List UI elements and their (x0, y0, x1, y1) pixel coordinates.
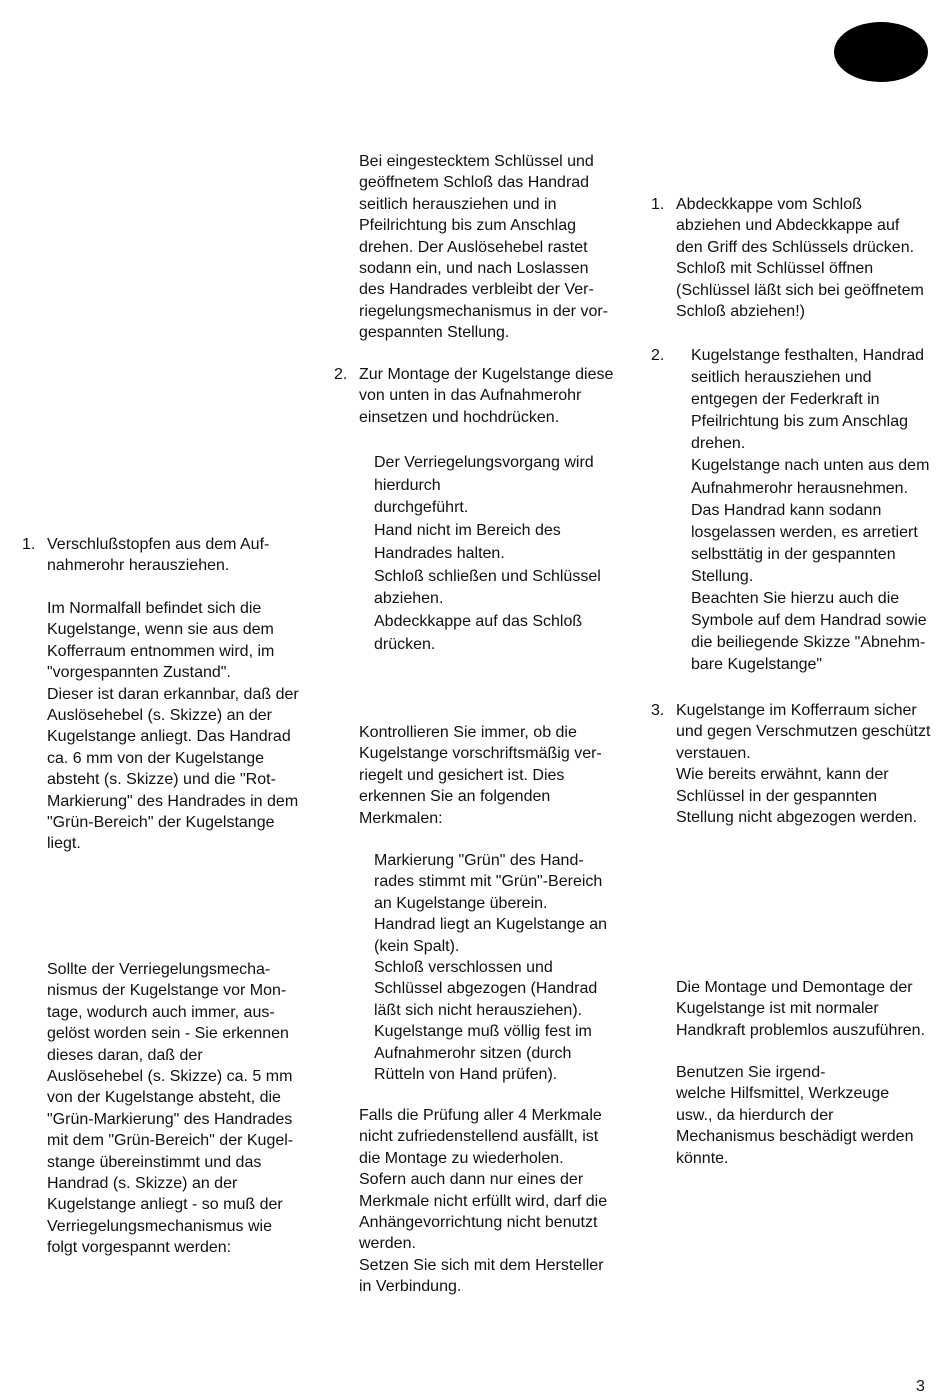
left-para-normalfall (47, 598, 299, 855)
middle-item2-text (359, 364, 613, 428)
text-line: Aufnahmerohr sitzen (durch (374, 1044, 572, 1062)
text-line: Abdeckkappe vom Schloß (676, 196, 862, 213)
text-line: riegelt und gesichert ist. Dies (359, 766, 565, 784)
text-line: Stellung nicht abgezogen werden. (676, 809, 918, 827)
text-line: Kofferraum entnommen wird, im (47, 642, 275, 660)
text-line: Handrad liegt an Kugelstange an (374, 916, 608, 934)
text-line: durchgeführt. (374, 499, 469, 517)
text-line: Kugelstange, wenn sie aus dem (47, 621, 274, 639)
text-line: welche Hilfsmittel, Werkzeuge (676, 1085, 890, 1103)
middle-para-kontrolle (359, 722, 602, 829)
text-line: hierdurch (374, 476, 441, 494)
text-line: losgelassen werden, es arretiert (691, 523, 918, 541)
text-line: Im Normalfall befindet sich die (47, 600, 262, 617)
text-line: könnte. (676, 1149, 729, 1167)
text-line: von der Kugelstange absteht, die (47, 1089, 281, 1107)
text-line: tage, wodurch auch immer, aus- (47, 1003, 275, 1021)
text-line: Schlüssel in der gespannten (676, 787, 878, 805)
text-line: Dieser ist daran erkannbar, daß der (47, 685, 299, 703)
middle-merkmale (374, 850, 607, 1085)
text-line: Anhängevorrichtung nicht benutzt (359, 1214, 598, 1232)
middle-para-pruefung (359, 1105, 607, 1298)
page-number: 3 (916, 1378, 925, 1395)
text-line: bare Kugelstange" (691, 656, 823, 674)
text-line: Kugelstange anliegt - so muß der (47, 1196, 283, 1214)
text-line: Benutzen Sie irgend- (676, 1064, 826, 1081)
text-line: Setzen Sie sich mit dem Hersteller (359, 1256, 604, 1274)
text-line: Kugelstange ist mit normaler (676, 1000, 879, 1018)
left-item1-number: 1. (22, 536, 36, 553)
text-line: gespannten Stellung. (359, 324, 510, 342)
right-para-montage (676, 977, 925, 1041)
text-line: nicht zufriedenstellend ausfällt, ist (359, 1128, 599, 1146)
text-line: Merkmalen: (359, 809, 443, 827)
text-line: Kontrollieren Sie immer, ob die (359, 724, 577, 741)
text-line: abziehen. (374, 590, 444, 608)
text-line: Stellung. (691, 567, 754, 585)
middle-para-top (359, 151, 608, 344)
text-line: Kugelstange im Kofferraum sicher (676, 702, 917, 719)
text-line: mit dem "Grün-Bereich" der Kugel- (47, 1132, 294, 1150)
text-line: Sofern auch dann nur eines der (359, 1171, 584, 1189)
text-line: liegt. (47, 835, 81, 853)
text-line: nismus der Kugelstange vor Mon- (47, 982, 287, 1000)
text-line: riegelungsmechanismus in der vor- (359, 302, 608, 320)
text-line: Beachten Sie hierzu auch die (691, 590, 900, 608)
text-line: seitlich herausziehen und in (359, 195, 557, 213)
text-line: stange übereinstimmt und das (47, 1153, 262, 1171)
text-line: gelöst worden sein - Sie erkennen (47, 1025, 289, 1043)
black-oval-mark (834, 22, 928, 82)
text-line: nahmerohr herausziehen. (47, 557, 230, 575)
middle-sub-steps (374, 452, 601, 656)
text-line: Schloß mit Schlüssel öffnen (676, 260, 874, 278)
text-line: von unten in das Aufnahmerohr (359, 387, 582, 405)
text-line: geöffnetem Schloß das Handrad (359, 174, 590, 192)
text-line: des Handrades verbleibt der Ver- (359, 281, 594, 299)
text-line: Mechanismus beschädigt werden (676, 1128, 914, 1146)
text-line: und gegen Verschmutzen geschützt (676, 723, 931, 741)
text-line: einsetzen und hochdrücken. (359, 408, 560, 426)
right-item3-text (676, 700, 930, 828)
text-line: werden. (359, 1235, 416, 1253)
text-line: Kugelstange nach unten aus dem (691, 457, 930, 475)
text-line: Pfeilrichtung bis zum Anschlag (359, 217, 576, 235)
text-line: Kugelstange festhalten, Handrad (691, 347, 925, 364)
text-line: Schloß verschlossen und (374, 959, 553, 977)
text-line: die Montage zu wiederholen. (359, 1149, 564, 1167)
text-line: drücken. (374, 635, 436, 653)
text-line: Schloß abziehen!) (676, 303, 805, 321)
right-item2-text (691, 345, 929, 676)
text-line: Merkmale nicht erfüllt wird, darf die (359, 1192, 608, 1210)
text-line: an Kugelstange überein. (374, 894, 548, 912)
text-line: läßt sich nicht herausziehen). (374, 1001, 583, 1019)
text-line: dieses daran, daß der (47, 1046, 203, 1064)
text-line: Hand nicht im Bereich des (374, 522, 561, 540)
text-line: Der Verriegelungsvorgang wird (374, 454, 594, 471)
right-item1-number: 1. (651, 196, 665, 213)
text-line: Auslösehebel (s. Skizze) ca. 5 mm (47, 1068, 293, 1086)
text-line: Verschlußstopfen aus dem Auf- (47, 536, 270, 553)
text-line: Schloß schließen und Schlüssel (374, 567, 601, 585)
text-line: absteht (s. Skizze) und die "Rot- (47, 771, 276, 789)
text-line: Zur Montage der Kugelstange diese (359, 366, 614, 383)
text-line: Abdeckkappe auf das Schloß (374, 612, 583, 630)
text-line: entgegen der Federkraft in (691, 391, 880, 409)
left-item1-text (47, 534, 269, 577)
text-line: Handrades halten. (374, 544, 505, 562)
text-line: folgt vorgespannt werden: (47, 1239, 232, 1257)
text-line: drehen. (691, 435, 746, 453)
text-line: seitlich herausziehen und (691, 369, 872, 387)
text-line: in Verbindung. (359, 1278, 462, 1296)
text-line: drehen. Der Auslösehebel rastet (359, 238, 588, 256)
text-line: sodann ein, und nach Loslassen (359, 260, 589, 278)
text-line: Bei eingestecktem Schlüssel und (359, 153, 594, 170)
text-line: (Schlüssel läßt sich bei geöffnetem (676, 281, 924, 299)
text-line: Das Handrad kann sodann (691, 501, 882, 519)
text-line: Symbole auf dem Handrad sowie (691, 612, 927, 630)
text-line: "Grün-Markierung" des Handrades (47, 1110, 293, 1128)
right-item2-number: 2. (651, 347, 665, 364)
text-line: Die Montage und Demontage der (676, 979, 913, 996)
text-line: Handrad (s. Skizze) an der (47, 1175, 238, 1193)
text-line: "vorgespannten Zustand". (47, 664, 231, 682)
text-line: Aufnahmerohr herausnehmen. (691, 479, 909, 497)
text-line: Wie bereits erwähnt, kann der (676, 766, 889, 784)
text-line: (kein Spalt). (374, 937, 460, 955)
text-line: Pfeilrichtung bis zum Anschlag (691, 413, 908, 431)
text-line: Handkraft problemlos auszuführen. (676, 1021, 926, 1039)
left-para-ausgeloest (47, 959, 293, 1259)
text-line: "Grün-Bereich" der Kugelstange (47, 814, 275, 832)
text-line: ca. 6 mm von der Kugelstange (47, 749, 265, 767)
text-line: abziehen und Abdeckkappe auf (676, 217, 900, 235)
right-item3-number: 3. (651, 702, 665, 719)
text-line: erkennen Sie an folgenden (359, 788, 551, 806)
text-line: Verriegelungsmechanismus wie (47, 1217, 272, 1235)
text-line: Markierung" des Handrades in dem (47, 792, 299, 810)
text-line: den Griff des Schlüssels drücken. (676, 238, 915, 256)
right-para-hilfsmittel (676, 1062, 913, 1169)
text-line: Schlüssel abgezogen (Handrad (374, 980, 598, 998)
text-line: Sollte der Verriegelungsmecha- (47, 961, 271, 978)
text-line: rades stimmt mit "Grün"-Bereich (374, 873, 603, 891)
text-line: selbsttätig in der gespannten (691, 545, 896, 563)
middle-item2-number: 2. (334, 366, 348, 383)
text-line: verstauen. (676, 744, 751, 762)
text-line: Kugelstange muß völlig fest im (374, 1023, 592, 1041)
text-line: Kugelstange anliegt. Das Handrad (47, 728, 291, 746)
text-line: Rütteln von Hand prüfen). (374, 1066, 558, 1084)
right-item1-text (676, 194, 924, 322)
text-line: Auslösehebel (s. Skizze) an der (47, 707, 272, 725)
text-line: usw., da hierdurch der (676, 1106, 834, 1124)
text-line: Kugelstange vorschriftsmäßig ver- (359, 745, 602, 763)
text-line: Markierung "Grün" des Hand- (374, 852, 584, 869)
text-line: Falls die Prüfung aller 4 Merkmale (359, 1107, 602, 1124)
text-line: die beiliegende Skizze "Abnehm- (691, 634, 926, 652)
